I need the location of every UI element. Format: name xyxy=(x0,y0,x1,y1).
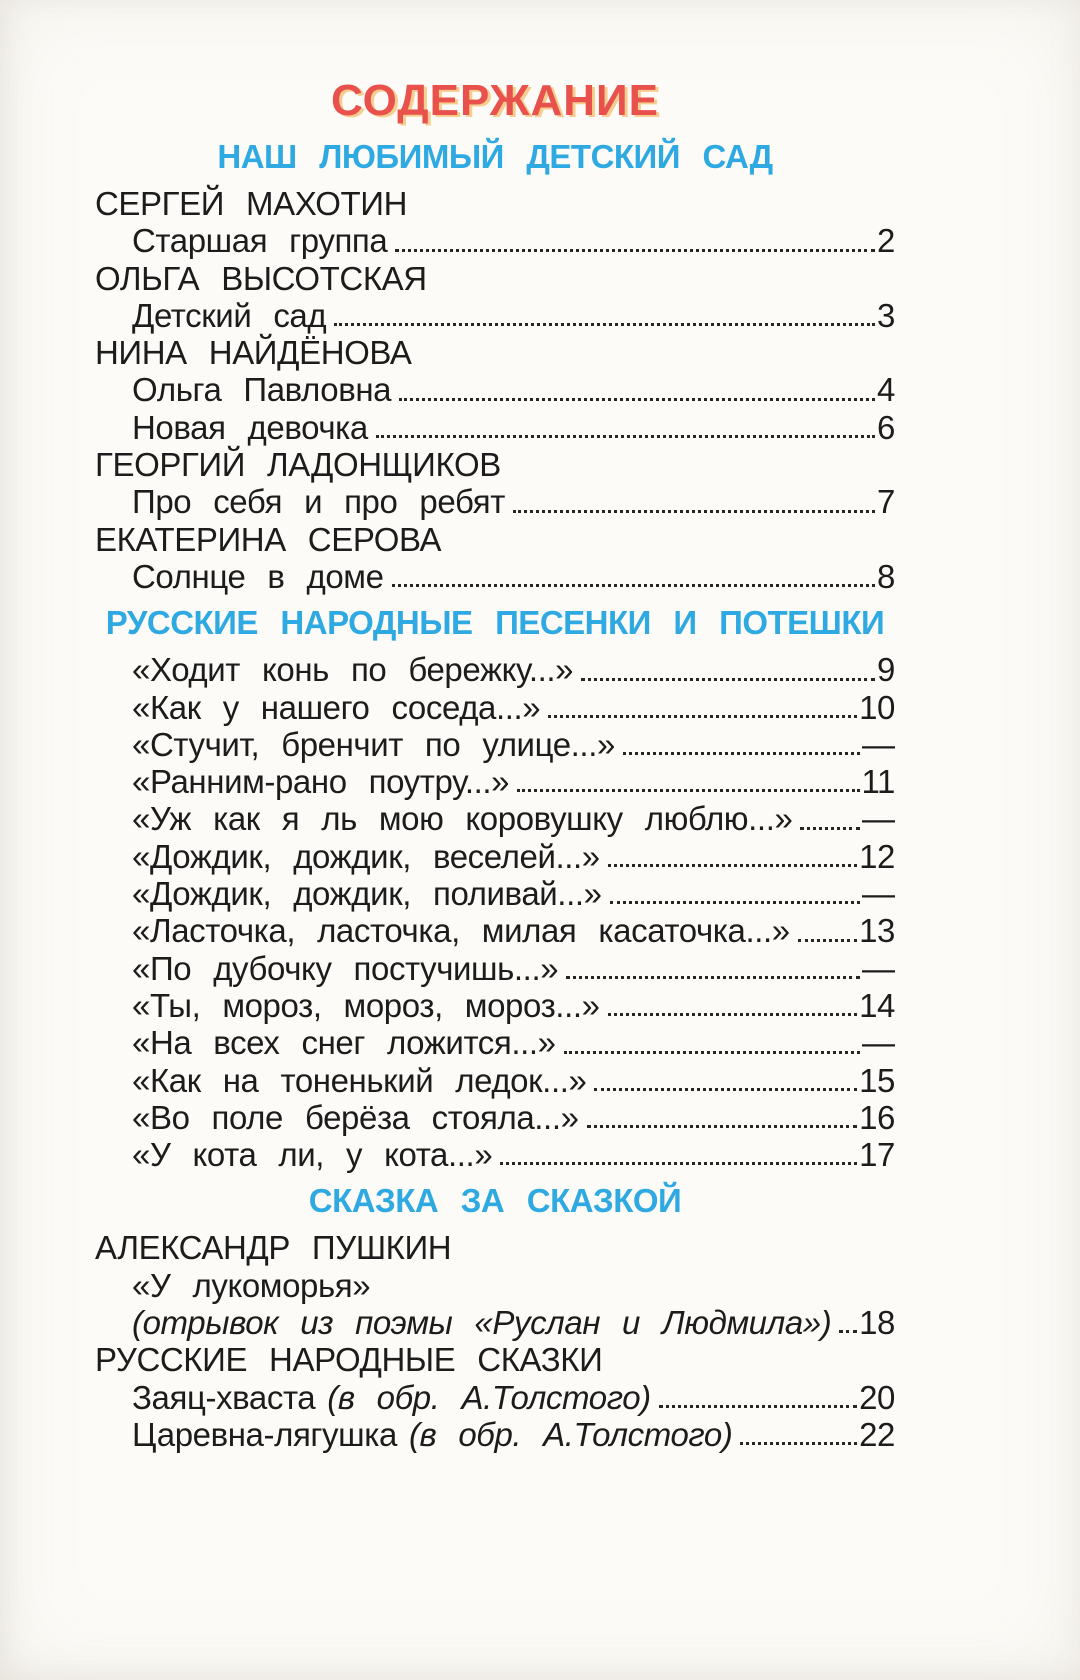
dotted-leader xyxy=(623,752,860,755)
table-of-contents xyxy=(95,78,895,1453)
entry-text: ГЕОРГИЙ ЛАДОНЩИКОВ xyxy=(95,446,501,484)
toc-entry-line xyxy=(95,800,895,837)
entry-text: «Уж как я ль мою коровушку люблю...» xyxy=(132,800,793,838)
entry-text: Старшая группа xyxy=(132,222,388,260)
toc-entry-line xyxy=(95,483,895,520)
entry-text: «Ласточка, ласточка, милая касаточка...» xyxy=(132,912,790,950)
toc-entry-line xyxy=(95,1136,895,1173)
page-number: 4 xyxy=(877,371,895,409)
section-heading: НАШ ЛЮБИМЫЙ ДЕТСКИЙ САД xyxy=(217,138,773,175)
entry-text: «У кота ли, у кота...» xyxy=(132,1136,493,1174)
toc-author-line xyxy=(95,260,895,297)
entry-text: ОЛЬГА ВЫСОТСКАЯ xyxy=(95,259,427,297)
dotted-leader xyxy=(608,1013,858,1016)
toc-entry-line xyxy=(95,409,895,446)
toc-entry-line xyxy=(95,763,895,800)
entry-text: «По дубочку постучишь...» xyxy=(132,949,559,987)
page-number: — xyxy=(862,875,895,913)
toc-author-line xyxy=(95,1341,895,1378)
dotted-leader xyxy=(392,584,876,587)
entry-text: НИНА НАЙДЁНОВА xyxy=(95,334,412,372)
page-number: 20 xyxy=(859,1378,895,1416)
toc-entry-line xyxy=(95,558,895,595)
page-number: — xyxy=(862,949,895,987)
dotted-leader xyxy=(839,1330,857,1333)
page-number: — xyxy=(862,800,895,838)
toc-entry-line xyxy=(95,1099,895,1136)
toc-entry-line xyxy=(95,950,895,987)
dotted-leader xyxy=(376,435,875,438)
entry-text: Солнце в доме xyxy=(132,557,384,595)
page-number: — xyxy=(862,1024,895,1062)
dotted-leader xyxy=(395,249,875,252)
page-number: 9 xyxy=(877,651,895,689)
toc-author-line xyxy=(95,334,895,371)
dotted-leader xyxy=(594,1088,857,1091)
toc-entry-line xyxy=(95,912,895,949)
toc-entry-line xyxy=(95,222,895,259)
toc-entry-line xyxy=(95,1062,895,1099)
entry-text: (отрывок из поэмы «Руслан и Людмила») xyxy=(132,1304,832,1342)
entry-text: «Стучит, бренчит по улице...» xyxy=(132,725,615,763)
section-heading: РУССКИЕ НАРОДНЫЕ ПЕСЕНКИ И ПОТЕШКИ xyxy=(105,604,885,642)
dotted-leader xyxy=(564,1051,860,1054)
entry-text: «Дождик, дождик, веселей...» xyxy=(132,837,600,875)
entry-text: РУССКИЕ НАРОДНЫЕ СКАЗКИ xyxy=(95,1341,603,1379)
toc-entry-line xyxy=(95,987,895,1024)
page-number: 12 xyxy=(859,837,895,875)
toc-author-line xyxy=(95,521,895,558)
page-number: 22 xyxy=(859,1415,895,1453)
page-number: 14 xyxy=(859,986,895,1024)
toc-author-line xyxy=(95,1229,895,1266)
page-number: 6 xyxy=(877,408,895,446)
dotted-leader xyxy=(500,1162,857,1165)
page-number: 18 xyxy=(859,1304,895,1342)
dotted-leader xyxy=(581,678,875,681)
dotted-leader xyxy=(608,864,857,867)
page-title: СОДЕРЖАНИЕ xyxy=(330,76,660,125)
entry-text: Про себя и про ребят xyxy=(132,483,505,521)
dotted-leader xyxy=(548,715,857,718)
entry-text: «Дождик, дождик, поливай...» xyxy=(132,875,602,913)
entry-text: «Ходит конь по бережку...» xyxy=(132,651,574,689)
dotted-leader xyxy=(659,1405,857,1408)
page-number: 3 xyxy=(877,296,895,334)
dotted-leader xyxy=(517,789,859,792)
dotted-leader xyxy=(513,510,875,513)
entry-text: «Как у нашего соседа...» xyxy=(132,688,541,726)
toc-entry-line xyxy=(95,838,895,875)
toc-entry-line xyxy=(95,689,895,726)
toc-author-line xyxy=(95,446,895,483)
toc-entry-line xyxy=(95,1267,895,1304)
entry-text: «У лукоморья» xyxy=(132,1266,371,1304)
entry-text: Заяц-хваста xyxy=(132,1378,316,1416)
entry-text: «Ранним-рано поутру...» xyxy=(132,763,510,801)
toc-entry-line xyxy=(95,297,895,334)
toc-entry-line xyxy=(95,1416,895,1453)
dotted-leader xyxy=(399,398,875,401)
dotted-leader xyxy=(566,976,860,979)
toc-entry-line xyxy=(95,875,895,912)
entry-text: Ольга Павловна xyxy=(132,371,392,409)
toc-sections xyxy=(95,138,895,1453)
toc-author-line xyxy=(95,185,895,222)
entry-text: ЕКАТЕРИНА СЕРОВА xyxy=(95,520,442,558)
page-number: 16 xyxy=(859,1098,895,1136)
entry-text: «Как на тоненький ледок...» xyxy=(132,1061,587,1099)
entry-text: «На всех снег ложится...» xyxy=(132,1024,556,1062)
entry-annotation: (в обр. А.Толстого) xyxy=(408,1415,733,1453)
page-number: 11 xyxy=(861,763,895,801)
entry-text: СЕРГЕЙ МАХОТИН xyxy=(95,185,408,222)
page-number: 15 xyxy=(859,1061,895,1099)
dotted-leader xyxy=(334,323,875,326)
entry-annotation: (в обр. А.Толстого) xyxy=(327,1378,651,1416)
toc-entry-line xyxy=(95,651,895,688)
entry-text: «Ты, мороз, мороз, мороз...» xyxy=(132,986,600,1024)
toc-entry-line xyxy=(95,1024,895,1061)
dotted-leader xyxy=(740,1442,857,1445)
dotted-leader xyxy=(798,939,857,942)
entry-text: «Во поле берёза стояла...» xyxy=(132,1098,579,1136)
dotted-leader xyxy=(587,1125,858,1128)
page-number: 13 xyxy=(859,912,895,950)
page-number: 2 xyxy=(877,222,895,260)
toc-entry-line xyxy=(95,726,895,763)
page-number: 17 xyxy=(859,1136,895,1174)
toc-entry-line xyxy=(95,371,895,408)
page-number: 10 xyxy=(859,688,895,726)
section-heading: СКАЗКА ЗА СКАЗКОЙ xyxy=(308,1182,682,1220)
entry-text: Царевна-лягушка xyxy=(132,1415,397,1453)
entry-text: АЛЕКСАНДР ПУШКИН xyxy=(95,1229,452,1267)
toc-entry-line xyxy=(95,1379,895,1416)
page-number: 7 xyxy=(877,483,895,521)
page-number: 8 xyxy=(877,557,895,595)
page-number: — xyxy=(862,725,895,763)
dotted-leader xyxy=(610,901,860,904)
dotted-leader xyxy=(800,827,860,830)
toc-entry-line xyxy=(95,1304,895,1341)
entry-text: Детский сад xyxy=(132,296,327,334)
entry-text: Новая девочка xyxy=(132,408,368,446)
